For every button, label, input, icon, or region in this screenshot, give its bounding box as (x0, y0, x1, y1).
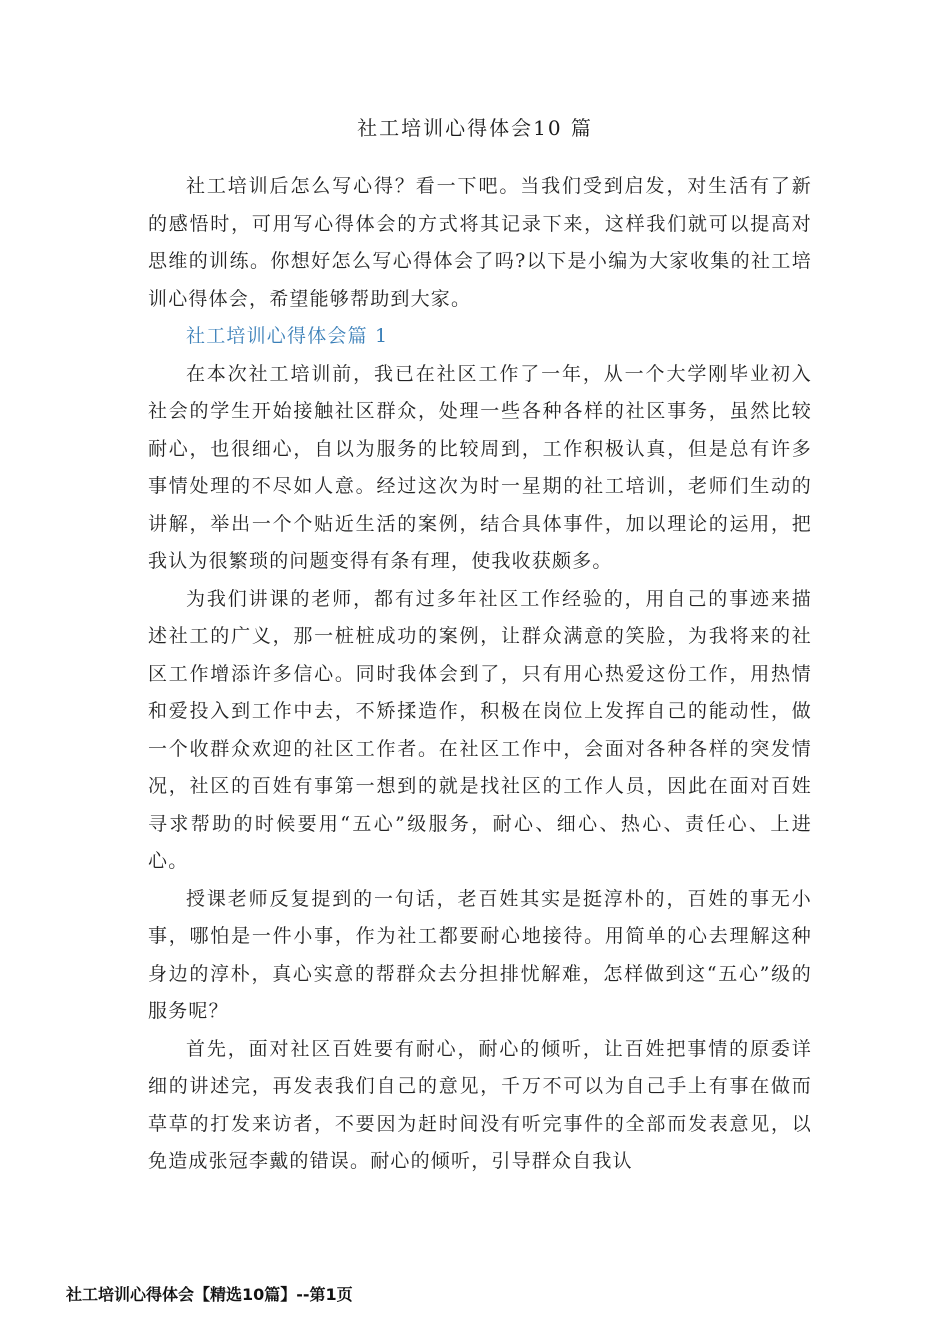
document-title: 社工培训心得体会10 篇 (357, 116, 593, 140)
intro-paragraph: 社工培训后怎么写心得？看一下吧。当我们受到启发，对生活有了新的感悟时，可用写心得体会的方式将其记录下来，这样我们就可以提高对思维的训练。你想好怎么写心得体会了吗?以下是小编为大家收集的社工培训心得体会，希望能够帮助到大家。 (148, 175, 812, 310)
body-paragraph: 在本次社工培训前，我已在社区工作了一年，从一个大学刚毕业初入社会的学生开始接触社区群众，处理一些各种各样的社区事务，虽然比较耐心，也很细心，自以为服务的比较周到，工作积极认真，但是总有许多事情处理的不尽如人意。经过这次为时一星期的社工培训，老师们生动的讲解，举出一个个贴近生活的案例，结合具体事件，加以理论的运用，把我认为很繁琐的问题变得有条有理，使我收获颇多。 (148, 362, 812, 572)
body-paragraph: 为我们讲课的老师，都有过多年社区工作经验的，用自己的事迹来描述社工的广义，那一桩桩成功的案例，让群众满意的笑脸，为我将来的社区工作增添许多信心。同时我体会到了，只有用心热爱这份工作，用热情和爱投入到工作中去，不矫揉造作，积极在岗位上发挥自己的能动性，做一个收群众欢迎的社区工作者。在社区工作中，会面对各种各样的突发情况，社区的百姓有事第一想到的就是找社区的工作人员，因此在面对百姓寻求帮助的时候要用“五心”级服务，耐心、细心、热心、责任心、上进心。 (148, 587, 812, 872)
document-body (148, 168, 812, 1181)
body-paragraph: 首先，面对社区百姓要有耐心，耐心的倾听，让百姓把事情的原委详细的讲述完，再发表我们自己的意见，千万不可以为自己手上有事在做而草草的打发来访者，不要因为赶时间没有听完事件的全部而发表意见，以免造成张冠李戴的错误。耐心的倾听，引导群众自我认 (148, 1037, 812, 1172)
page-footer: 社工培训心得体会【精选10篇】--第1页 (66, 1285, 353, 1304)
section-heading: 社工培训心得体会篇 1 (186, 325, 389, 347)
body-paragraph: 授课老师反复提到的一句话，老百姓其实是挺淳朴的，百姓的事无小事，哪怕是一件小事，作为社工都要耐心地接待。用简单的心去理解这种身边的淳朴，真心实意的帮群众去分担排忧解难，怎样做到这“五心”级的服务呢？ (148, 887, 812, 1022)
